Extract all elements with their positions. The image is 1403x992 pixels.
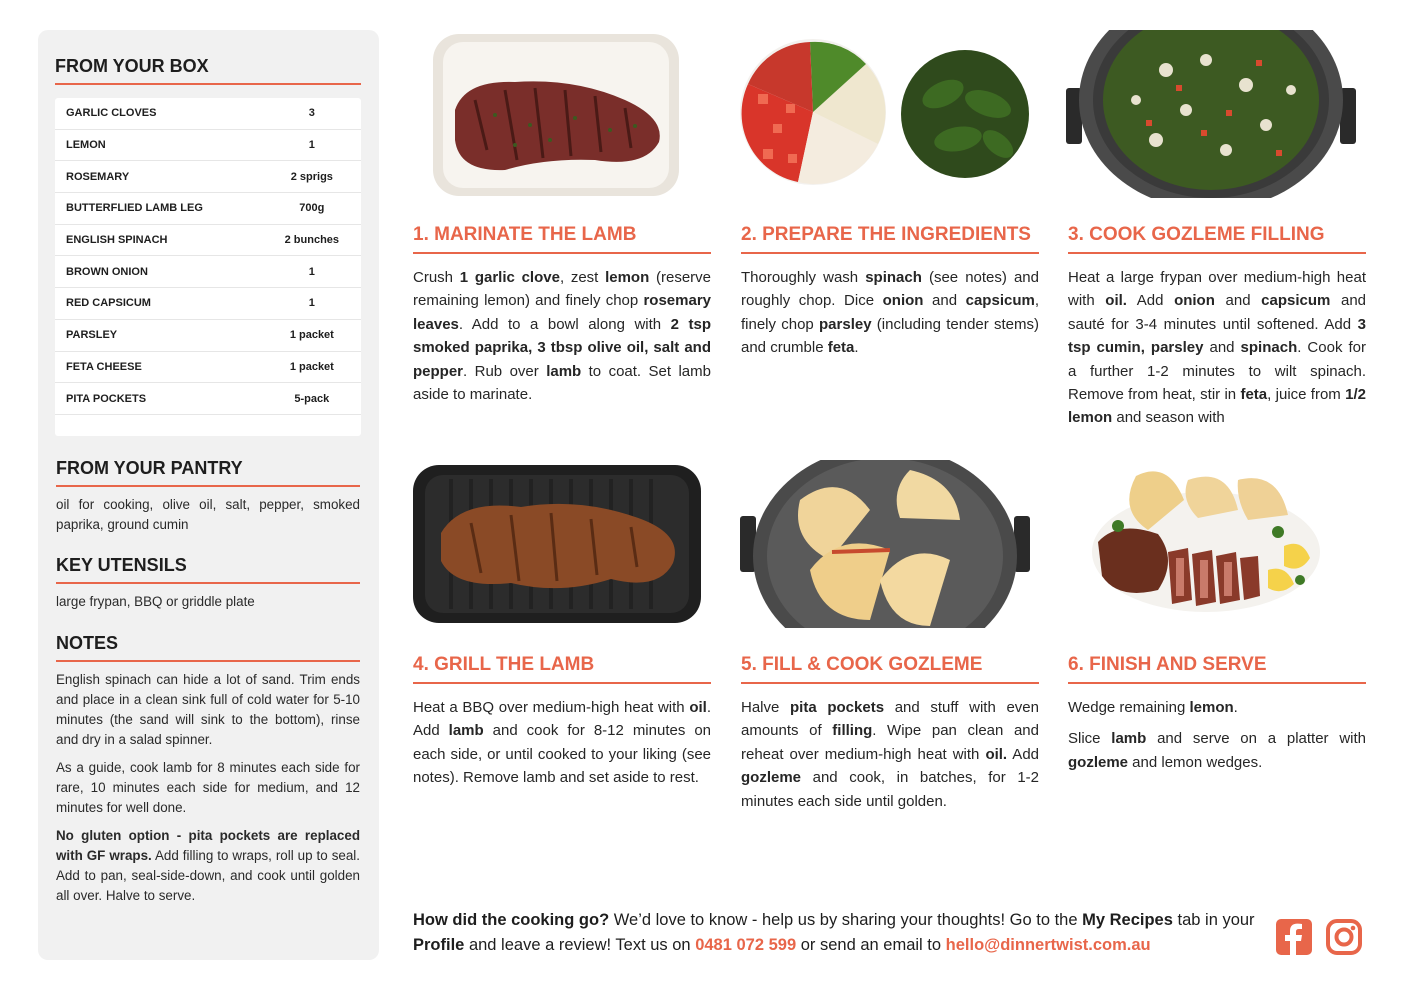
step-text <box>1068 696 1366 719</box>
text-segment: Heat a BBQ over medium-high heat with <box>413 699 690 716</box>
text-segment: and serve on a platter with <box>1146 730 1366 748</box>
bold-text: onion <box>1174 292 1215 310</box>
bold-text: How did the cooking go? <box>413 911 610 929</box>
step-2 <box>741 224 1039 360</box>
ingredient-table <box>55 98 361 436</box>
bold-text: spinach <box>865 269 922 286</box>
text-segment: (including tender stems) and crumble <box>741 315 1039 357</box>
step-text <box>1068 727 1366 774</box>
text-segment: and <box>1203 339 1241 357</box>
ingredient-name: GARLIC CLOVES <box>66 107 157 120</box>
text-segment: Add <box>1007 745 1040 763</box>
bold-text: oil <box>689 699 707 716</box>
bold-text: 2 tsp smoked paprika, 3 tbsp olive oil, salt and pepper <box>413 315 712 380</box>
note-bold: No gluten option - pita pockets are replaced with GF wraps. <box>56 828 360 863</box>
text-segment: or send an email to <box>796 936 946 954</box>
bold-text: 1/2 lemon <box>1068 386 1366 427</box>
step-text <box>741 696 1039 813</box>
notes-heading: NOTES <box>56 633 360 662</box>
ingredient-qty: 700g <box>299 202 325 215</box>
table-row <box>55 98 361 130</box>
ingredient-name: PARSLEY <box>66 329 118 342</box>
table-row <box>55 225 361 257</box>
text-segment: Slice <box>1068 730 1112 748</box>
facebook-icon[interactable] <box>1275 918 1313 956</box>
table-row <box>55 161 361 193</box>
utensils-heading: KEY UTENSILS <box>56 555 360 584</box>
text-segment: . <box>854 339 859 357</box>
note-paragraph: English spinach can hide a lot of sand. Trim ends and place in a clean sink full of cold water for 5-10 minutes (the sand will sink to the bottom), rinse and dry in a salad spinner. <box>56 672 360 747</box>
bold-text: lamb <box>448 722 484 740</box>
bold-text: lemon <box>1189 699 1234 716</box>
bold-text: parsley <box>819 315 872 333</box>
table-row <box>55 352 361 384</box>
step-text <box>413 266 711 406</box>
text-segment: . Wipe pan clean and reheat over medium-high heat with <box>741 722 1039 763</box>
gozleme-pan-image <box>740 460 1030 628</box>
bold-text: spinach <box>1240 339 1298 357</box>
text-segment: and <box>1214 292 1262 310</box>
bold-text: 3 tsp cumin, parsley <box>1068 315 1366 357</box>
ingredient-qty: 1 packet <box>289 329 334 342</box>
bold-text: oil. <box>985 745 1008 763</box>
marinated-lamb-image <box>425 30 687 200</box>
step-3 <box>1068 224 1366 430</box>
text-segment: (reserve remaining lemon) and finely chop <box>413 269 712 310</box>
step-text <box>741 266 1039 360</box>
instagram-icon[interactable] <box>1325 918 1363 956</box>
note-paragraph: As a guide, cook lamb for 8 minutes each side for rare, 10 minutes each side for medium, and 12 minutes for well done. <box>56 760 360 815</box>
step-title: 6. FINISH AND SERVE <box>1068 654 1366 684</box>
bold-text: feta <box>1240 386 1268 404</box>
step-4 <box>413 654 711 790</box>
text-segment: to coat. Set lamb aside to marinate. <box>413 362 711 404</box>
bold-text: gozleme <box>1068 753 1129 771</box>
text-segment: and cook, in batches, for 1-2 minutes each side until golden. <box>741 769 1039 810</box>
sidebar <box>38 30 379 960</box>
table-row <box>55 193 361 225</box>
step-title: 3. COOK GOZLEME FILLING <box>1068 224 1366 254</box>
utensils-text: large frypan, BBQ or griddle plate <box>56 594 255 609</box>
ingredient-qty: 2 bunches <box>284 234 340 247</box>
text-segment: and sauté for 3-4 minutes until softened. Add <box>1068 292 1366 333</box>
step-5 <box>741 654 1039 813</box>
text-segment: Heat a large frypan over medium-high heat with <box>1068 269 1366 310</box>
utensils-section <box>56 555 360 612</box>
table-row <box>55 320 361 352</box>
ingredient-qty: 3 <box>308 107 315 120</box>
table-row <box>55 130 361 162</box>
text-segment: . Rub over <box>463 362 547 380</box>
ingredient-name: LEMON <box>66 139 106 152</box>
grilled-lamb-image <box>411 463 703 625</box>
text-segment: (see notes) and roughly chop. Dice <box>741 269 1039 310</box>
bold-text: rosemary leaves <box>413 292 711 333</box>
bold-text: pita pockets <box>790 699 885 716</box>
step-title: 4. GRILL THE LAMB <box>413 654 711 684</box>
text-segment: and season with <box>1112 409 1225 427</box>
step-6 <box>1068 654 1366 774</box>
ingredient-name: PITA POCKETS <box>66 392 147 405</box>
table-row <box>55 288 361 320</box>
bold-text: onion <box>882 292 924 310</box>
table-row <box>55 256 361 288</box>
bold-text: lamb <box>1111 730 1147 748</box>
bold-text: Profile <box>413 936 465 954</box>
served-platter-image <box>1088 460 1324 622</box>
prepared-ingredients-image <box>738 34 1038 194</box>
text-segment: , zest <box>559 269 606 286</box>
bold-text: 1 garlic clove <box>459 269 560 286</box>
ingredient-qty: 1 <box>308 265 315 278</box>
text-segment: . Add <box>413 699 711 740</box>
text-segment: Add <box>1126 292 1175 310</box>
ingredient-qty: 1 packet <box>289 360 334 373</box>
step-1 <box>413 224 711 406</box>
ingredient-name: BUTTERFLIED LAMB LEG <box>66 202 203 215</box>
bold-text: capsicum <box>1261 292 1331 310</box>
step-text <box>413 696 711 790</box>
text-segment: tab in your <box>1172 911 1255 929</box>
note-rest: Add filling to wraps, roll up to seal. Add to pan, seal-side-down, and cook until golden all over. Halve to serve. <box>56 848 360 903</box>
text-segment: Halve <box>741 699 791 716</box>
bold-text: filling <box>832 722 873 740</box>
text-segment: and stuff with even amounts of <box>741 699 1039 740</box>
text-segment: , juice from <box>1267 386 1346 404</box>
text-segment: Crush <box>413 269 460 286</box>
step-title: 1. MARINATE THE LAMB <box>413 224 711 254</box>
text-segment: We’d love to know - help us by sharing your thoughts! Go to the <box>609 911 1083 929</box>
step-title: 5. FILL & COOK GOZLEME <box>741 654 1039 684</box>
text-segment: and leave a review! Text us on <box>464 936 696 954</box>
bold-text: lemon <box>605 269 650 286</box>
bold-text: lamb <box>546 362 582 380</box>
pantry-text: oil for cooking, olive oil, salt, pepper, smoked paprika, ground cumin <box>56 497 360 532</box>
text-segment: Wedge remaining <box>1068 699 1190 716</box>
pantry-heading: FROM YOUR PANTRY <box>56 458 360 487</box>
bold-text: capsicum <box>965 292 1035 310</box>
ingredient-qty: 2 sprigs <box>290 170 333 183</box>
pantry-section <box>56 458 360 535</box>
ingredient-name: ENGLISH SPINACH <box>66 234 168 247</box>
text-segment: Thoroughly wash <box>741 269 866 286</box>
bold-text: My Recipes <box>1082 911 1173 929</box>
step-text <box>1068 266 1366 430</box>
ingredient-name: ROSEMARY <box>66 170 130 183</box>
step-title: 2. PREPARE THE INGREDIENTS <box>741 224 1039 254</box>
text-segment: . <box>1233 699 1238 716</box>
text-segment: and <box>923 292 966 310</box>
text-segment: . Add to a bowl along with <box>458 315 671 333</box>
bold-text: oil. <box>1105 292 1127 310</box>
text-segment: . Cook for a further 1-2 minutes to wilt spinach. Remove from heat, stir in <box>1068 339 1366 404</box>
table-row <box>55 383 361 415</box>
from-your-box-heading: FROM YOUR BOX <box>55 56 361 85</box>
feedback-footer <box>413 908 1263 958</box>
ingredient-qty: 1 <box>308 139 315 152</box>
note-paragraph <box>56 826 360 906</box>
notes-section <box>56 633 360 906</box>
bold-text: gozleme <box>741 769 802 787</box>
text-segment: and cook for 8-12 minutes on each side, or until cooked to your liking (see notes). Remove lamb and set aside to rest. <box>413 722 711 787</box>
contact-link[interactable]: hello@dinnertwist.com.au <box>945 936 1151 954</box>
text-segment: and lemon wedges. <box>1128 753 1263 771</box>
ingredient-name: RED CAPSICUM <box>66 297 151 310</box>
text-segment: , finely chop <box>741 292 1039 333</box>
ingredient-qty: 5-pack <box>294 392 330 405</box>
gozleme-filling-image <box>1066 30 1356 198</box>
ingredient-qty: 1 <box>308 297 315 310</box>
bold-text: feta <box>827 339 855 357</box>
contact-link[interactable]: 0481 072 599 <box>695 936 797 954</box>
ingredient-name: FETA CHEESE <box>66 360 142 373</box>
ingredient-name: BROWN ONION <box>66 265 148 278</box>
